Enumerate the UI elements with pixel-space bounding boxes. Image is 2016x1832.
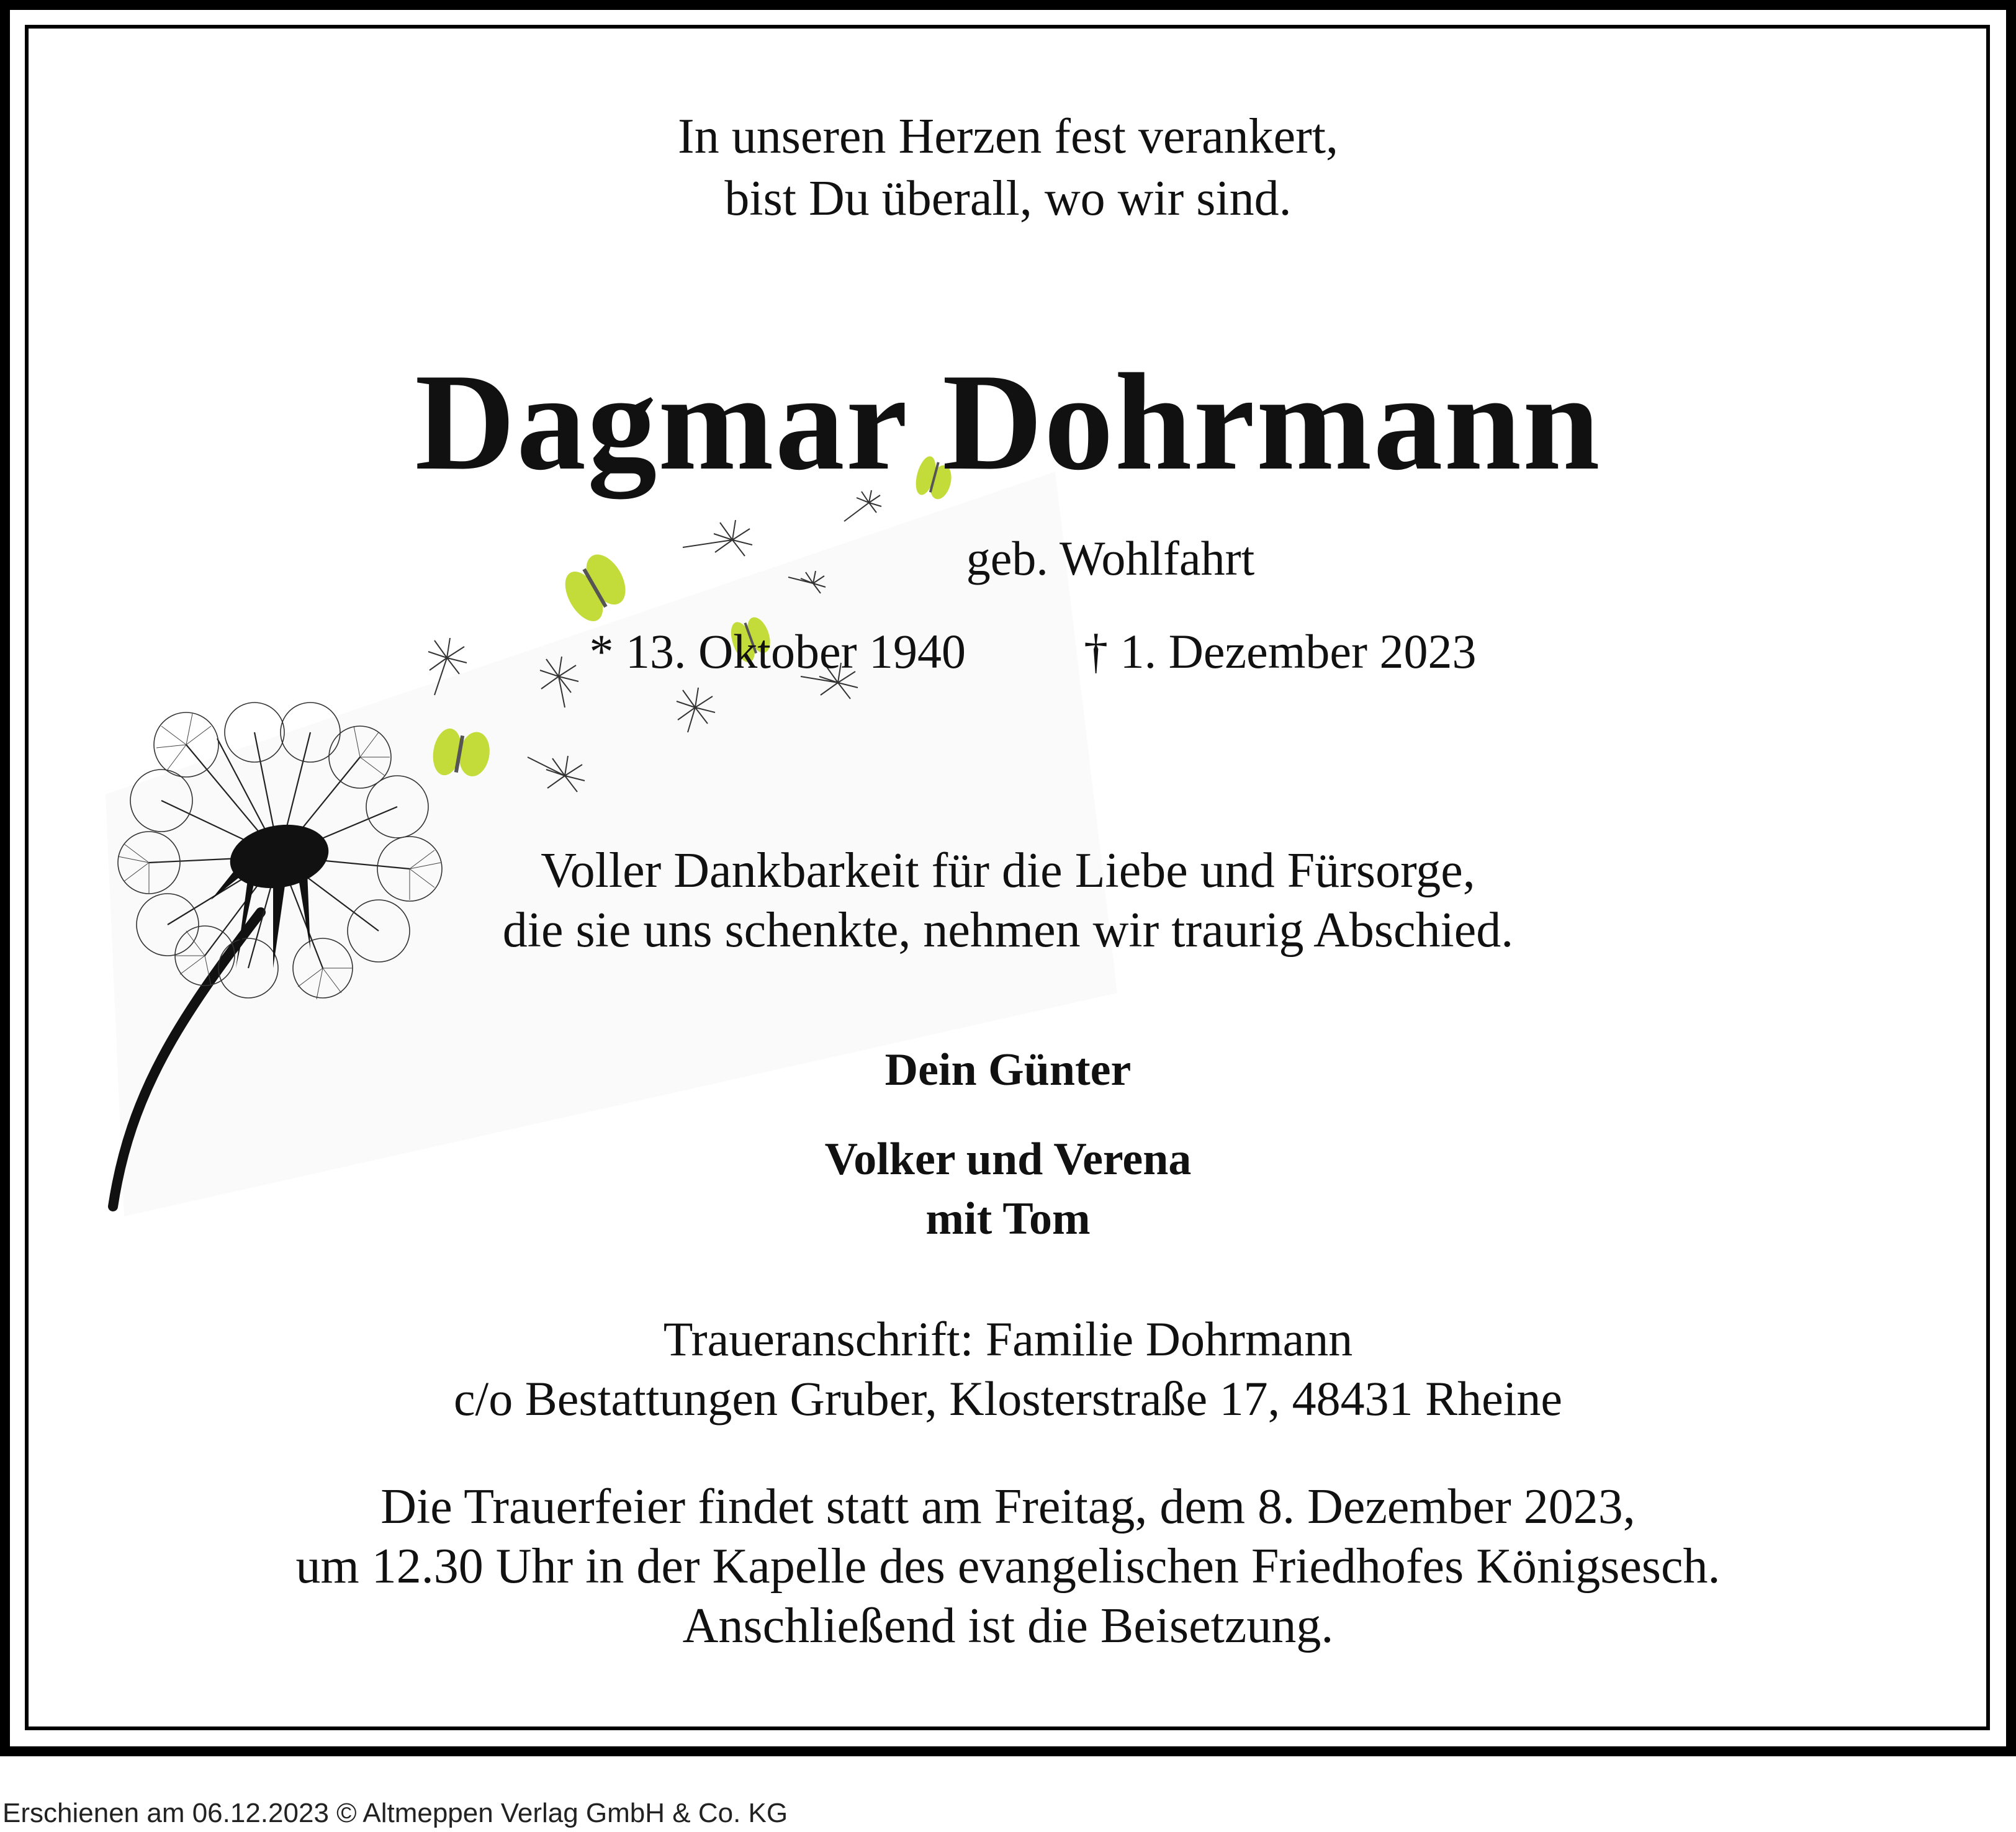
motto-line-1: In unseren Herzen fest verankert, <box>678 109 1338 164</box>
publication-footer: Erschienen am 06.12.2023 © Altmeppen Verlag GmbH & Co. KG <box>2 1798 788 1828</box>
thanks-line-2: die sie uns schenkte, nehmen wir traurig Abschied. <box>502 903 1514 958</box>
service-info <box>0 1477 2016 1656</box>
signature-second <box>0 1129 2016 1249</box>
thanks-text <box>0 841 2016 960</box>
service-line-1: Die Trauerfeier findet statt am Freitag, dem 8. Dezember 2023, <box>380 1480 1636 1534</box>
mourning-address <box>0 1309 2016 1429</box>
life-dates <box>0 621 2016 683</box>
deceased-name: Dagmar Dohrmann <box>415 345 1601 499</box>
service-line-3: Anschließend ist die Beisetzung. <box>682 1599 1334 1653</box>
birth-date: * 13. Oktober 1940 <box>589 624 966 678</box>
motto <box>0 106 2016 230</box>
maiden-name: geb. Wohlfahrt <box>966 531 1255 585</box>
motto-line-2: bist Du überall, wo wir sind. <box>724 171 1292 226</box>
address-line-2: c/o Bestattungen Gruber, Klosterstraße 17, 48431 Rheine <box>453 1372 1563 1426</box>
signature-second-line-1: Volker und Verena <box>824 1134 1192 1185</box>
death-date: † 1. Dezember 2023 <box>1084 624 1477 678</box>
thanks-line-1: Voller Dankbarkeit für die Liebe und Fürsorge, <box>541 843 1475 898</box>
service-line-2: um 12.30 Uhr in der Kapelle des evangelischen Friedhofes Königsesch. <box>295 1539 1721 1594</box>
signature-second-line-2: mit Tom <box>925 1193 1091 1244</box>
address-line-1: Traueranschrift: Familie Dohrmann <box>663 1312 1353 1366</box>
signature-first: Dein Günter <box>884 1044 1132 1095</box>
